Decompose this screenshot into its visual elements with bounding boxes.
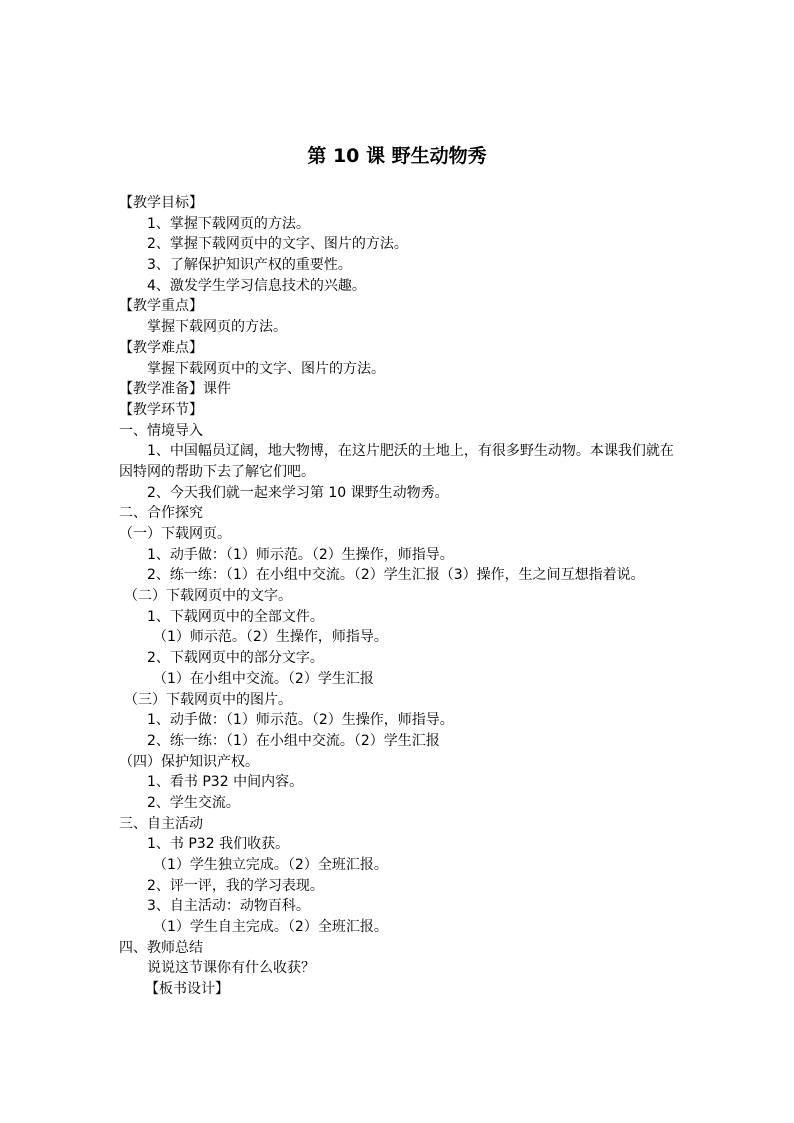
section-heading-difficulties: 【教学难点】 [119, 339, 203, 356]
section-heading-steps: 【教学环节】 [119, 401, 203, 418]
list-item: 2、学生交流。 [147, 794, 240, 811]
key-point-text: 掌握下载网页的方法。 [147, 319, 287, 336]
objective-item: 1、掌握下载网页的方法。 [147, 215, 310, 232]
difficulty-text: 掌握下载网页中的文字、图片的方法。 [147, 360, 385, 377]
step-heading: 二、合作探究 [119, 505, 203, 522]
list-item: 2、评一评，我的学习表现。 [147, 877, 324, 894]
section-heading-board-design: 【板书设计】 [145, 981, 229, 998]
list-item: 1、下载网页中的全部文件。 [147, 608, 324, 625]
step-heading: 一、情境导入 [119, 422, 203, 439]
step-heading: 三、自主活动 [119, 815, 203, 832]
lesson-body [119, 193, 679, 1000]
list-item: （1）学生独立完成。（2）全班汇报。 [153, 857, 388, 874]
list-item: 2、练一练：（1）在小组中交流。（2）学生汇报 [147, 732, 440, 749]
objective-item: 4、激发学生学习信息技术的兴趣。 [147, 277, 366, 294]
sub-heading: （二）下载网页中的文字。 [124, 588, 292, 605]
paragraph: 说说这节课你有什么收获？ [147, 960, 315, 977]
list-item: 1、看书 P32 中间内容。 [147, 774, 304, 791]
section-heading-objectives: 【教学目标】 [119, 195, 203, 211]
list-item: 1、动手做：（1）师示范。（2）生操作，师指导。 [147, 546, 454, 563]
paragraph-wrapped: 2、练一练：（1）在小组中交流。（2）学生汇报（3）操作，生之间互想指着说。 [147, 567, 645, 584]
paragraph-wrapped: 1、中国幅员辽阔，地大物博，在这片肥沃的土地上，有很多野生动物。本课我们就在因特网的帮助下去了解它们吧。 [119, 443, 674, 480]
list-item: 2、下载网页中的部分文字。 [147, 650, 324, 667]
lesson-title: 第 10 课 野生动物秀 [307, 145, 487, 167]
sub-heading: （三）下载网页中的图片。 [124, 691, 292, 708]
paragraph: 2、今天我们就一起来学习第 10 课野生动物秀。 [147, 484, 449, 501]
section-heading-preparation: 【教学准备】课件 [119, 381, 231, 398]
sub-heading: （一）下载网页。 [119, 526, 231, 543]
sub-heading: （四）保护知识产权。 [119, 753, 259, 770]
list-item: （1）在小组中交流。（2）学生汇报 [153, 670, 374, 687]
section-heading-key-points: 【教学重点】 [119, 298, 203, 315]
objective-item: 3、了解保护知识产权的重要性。 [147, 257, 352, 274]
objective-item: 2、掌握下载网页中的文字、图片的方法。 [147, 236, 408, 253]
list-item: （1）学生自主完成。（2）全班汇报。 [153, 919, 388, 936]
step-heading: 四、教师总结 [119, 939, 203, 956]
list-item: 3、自主活动：动物百科。 [147, 898, 310, 915]
list-item: （1）师示范。（2）生操作，师指导。 [153, 629, 388, 646]
list-item: 1、动手做：（1）师示范。（2）生操作，师指导。 [147, 712, 454, 729]
list-item: 1、书 P32 我们收获。 [147, 836, 290, 853]
